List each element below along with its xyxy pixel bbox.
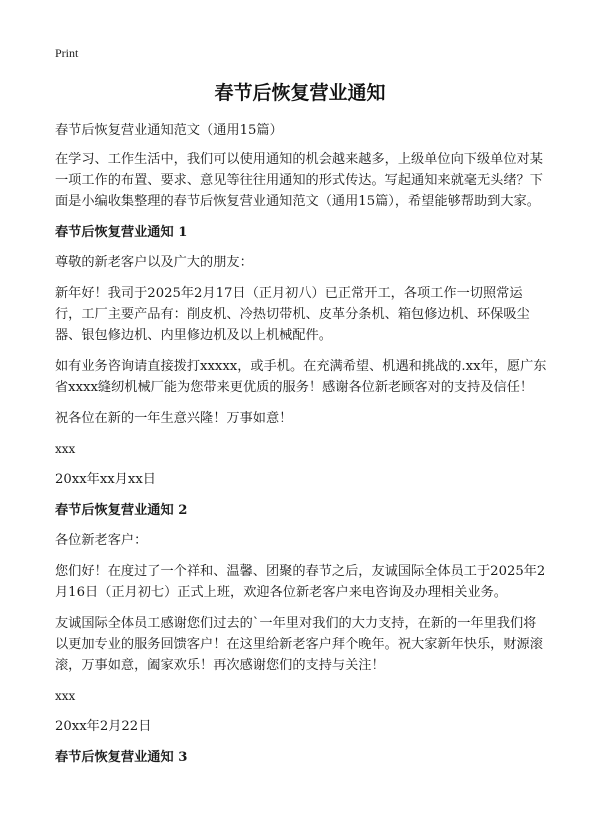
section2-date: 20xx年2月22日: [55, 719, 152, 734]
section-heading-2: 春节后恢复营业通知 2: [55, 503, 188, 518]
section2-paragraph-1: 您们好！在度过了一个祥和、温馨、团聚的春节之后，友诚国际全体员工于2025年2月16日（正月初七）正式上班，欢迎各位新老客户来电咨询及办理相关业务。: [55, 564, 546, 600]
section-heading-1: 春节后恢复营业通知 1: [55, 225, 188, 240]
document-subtitle: 春节后恢复营业通知范文（通用15篇）: [55, 123, 283, 138]
section2-signature: xxx: [55, 689, 76, 703]
document-body: [55, 120, 547, 777]
section1-paragraph-1: 新年好！我司于2025年2月17日（正月初八）已正常开工，各项工作一切照常运行，工厂主要产品有：削皮机、冷热切带机、皮革分条机、箱包修边机、环保吸尘器、银包修边机、内里修边机及以上机械配件。: [55, 286, 530, 343]
print-link[interactable]: Print: [55, 46, 79, 60]
section2-paragraph-2: 友诚国际全体员工感谢您们过去的`一年里对我们的大力支持，在新的一年里我们将以更加专业的服务回馈客户！在这里给新老客户拜个晚年。祝大家新年快乐，财源滚滚，万事如意，阖家欢乐！再次感谢您们的支持与关注！: [55, 616, 543, 673]
section1-date: 20xx年xx月xx日: [55, 472, 156, 487]
section-heading-3: 春节后恢复营业通知 3: [55, 750, 188, 765]
section1-signature: xxx: [55, 442, 76, 456]
page-title: 春节后恢复营业通知: [214, 82, 386, 104]
section1-paragraph-2: 如有业务咨询请直接拨打xxxxx，或手机。在充满希望、机遇和挑战的.xx年，愿广东省xxxx缝纫机械厂能为您带来更优质的服务！感谢各位新老顾客对的支持及信任！: [55, 359, 547, 395]
intro-paragraph: 在学习、工作生活中，我们可以使用通知的机会越来越多，上级单位向下级单位对某一项工作的布置、要求、意见等往往用通知的形式传达。写起通知来就毫无头绪？下面是小编收集整理的春节后恢复营业通知范文（通用15篇），希望能够帮助到大家。: [55, 152, 543, 209]
section2-greeting: 各位新老客户：: [55, 533, 148, 548]
section1-greeting: 尊敬的新老客户以及广大的朋友：: [55, 255, 253, 270]
section1-paragraph-3: 祝各位在新的一年生意兴隆！万事如意！: [55, 411, 293, 426]
